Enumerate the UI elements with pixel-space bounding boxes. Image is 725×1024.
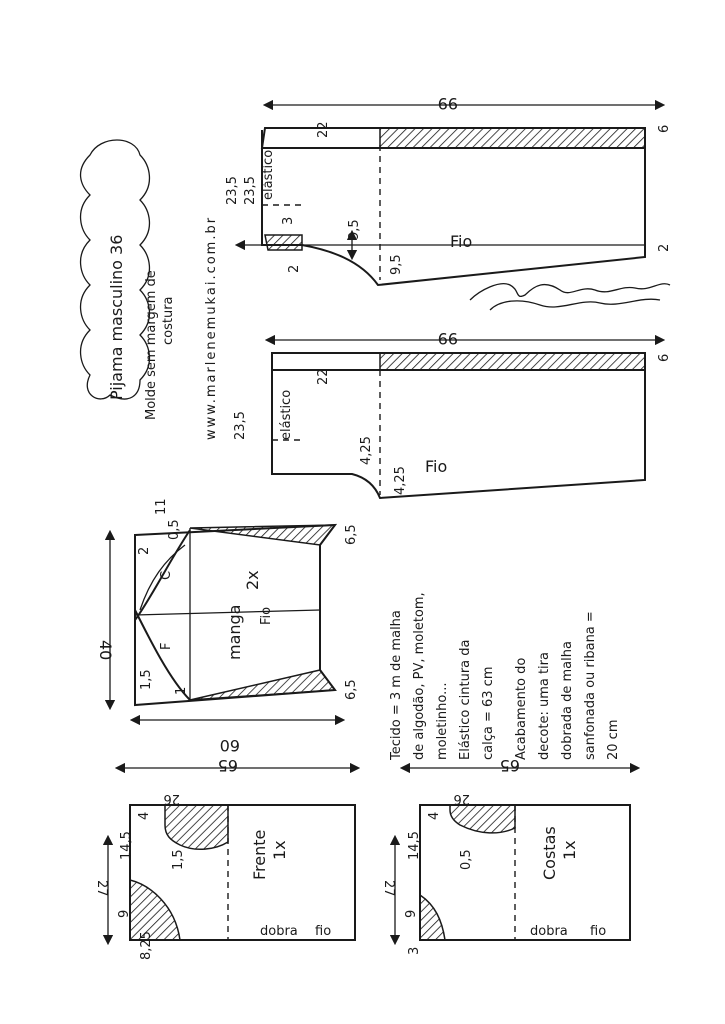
sleeve-label: manga — [225, 604, 244, 660]
sleeve-length: 60 — [219, 736, 240, 755]
pants-back-piece — [225, 94, 672, 285]
back-m4: 4 — [427, 811, 442, 820]
sleeve-fio: Fio — [259, 606, 274, 625]
pants-back-m235a: 23,5 — [225, 176, 240, 205]
note-tecido: Tecido = 3 m de malha — [389, 610, 404, 760]
sleeve-m65a: 6,5 — [344, 524, 359, 545]
title-block — [81, 140, 219, 440]
pants-front-m6: 6 — [657, 353, 672, 362]
back-piece — [381, 756, 635, 955]
front-dobra: dobra — [260, 924, 298, 939]
pants-front-m425b: 4,25 — [393, 466, 408, 495]
pants-back-m6: 6 — [657, 124, 672, 133]
pants-back-fio: Fio — [450, 232, 473, 251]
pants-back-length: 99 — [437, 94, 458, 113]
page-title: Pijama masculino 36 — [107, 234, 126, 400]
notes-block — [389, 592, 621, 761]
back-m3: 3 — [407, 946, 422, 955]
pants-back-m95a: 9,5 — [347, 219, 362, 240]
front-m145: 14,5 — [119, 831, 134, 860]
back-length: 65 — [499, 756, 520, 775]
pants-back-m22: 22 — [316, 121, 331, 138]
front-m15: 1,5 — [171, 849, 186, 870]
back-m26: 26 — [453, 791, 470, 806]
pants-front-fio: Fio — [425, 457, 448, 476]
subtitle-line2: costura — [161, 296, 176, 345]
sleeve-f: F — [159, 642, 174, 650]
pants-back-m2a: 2 — [657, 243, 672, 252]
back-label: Costas — [540, 826, 559, 880]
front-length: 65 — [217, 756, 238, 775]
front-m26: 26 — [163, 791, 180, 806]
pants-front-length: 99 — [437, 329, 458, 348]
note-elastico2: calça = 63 cm — [481, 666, 496, 760]
pants-front-elastico: elástico — [279, 389, 294, 440]
sleeve-piece — [96, 498, 359, 755]
note-acabamento: Acabamento do — [514, 657, 529, 760]
pants-front-m22: 22 — [316, 368, 331, 385]
note-tecido3: moletinho... — [435, 682, 450, 760]
sleeve-m15: 1,5 — [139, 669, 154, 690]
signature — [470, 284, 670, 310]
note-acabamento3: dobrada de malha — [560, 641, 575, 760]
pants-back-elastico: elástico — [261, 149, 276, 200]
sleeve-c: C — [159, 570, 174, 580]
pants-back-m3: 3 — [281, 216, 296, 225]
website-url: www.marlenemukai.com.br — [204, 215, 219, 440]
front-qty: 1x — [270, 840, 289, 860]
back-dobra: dobra — [530, 924, 568, 939]
front-label: Frente — [250, 829, 269, 880]
note-acabamento2: decote: uma tira — [537, 652, 552, 760]
front-fio: fio — [315, 924, 332, 939]
front-m825: 8,25 — [139, 931, 154, 960]
sleeve-m2: 2 — [137, 546, 152, 555]
pants-back-m2b: 2 — [287, 264, 302, 273]
sleeve-qty: 2x — [243, 570, 262, 590]
note-acabamento5: 20 cm — [606, 719, 621, 760]
pants-back-m95b: 9,5 — [389, 254, 404, 275]
note-tecido2: de algodão, PV, moletom, — [412, 592, 427, 760]
pants-front-piece — [233, 329, 672, 498]
back-m145: 14,5 — [407, 831, 422, 860]
front-m27: 27 — [94, 880, 109, 897]
note-elastico: Elástico cintura da — [458, 639, 473, 760]
sleeve-m11: 11 — [154, 498, 169, 515]
subtitle-line1: Molde sem margem de — [144, 270, 159, 420]
pants-back-m235b: 23,5 — [243, 176, 258, 205]
sleeve-m1: 1 — [174, 686, 189, 695]
sleeve-m05: 0,5 — [167, 519, 182, 540]
back-m27: 27 — [381, 880, 396, 897]
sleeve-width: 40 — [96, 640, 115, 661]
front-m4: 4 — [137, 811, 152, 820]
back-m05: 0,5 — [459, 849, 474, 870]
pants-front-m235: 23,5 — [233, 411, 248, 440]
back-qty: 1x — [560, 840, 579, 860]
front-m9: 9 — [117, 909, 132, 918]
note-acabamento4: sanfonada ou ribana = — [583, 611, 598, 760]
pants-front-m425: 4,25 — [359, 436, 374, 465]
back-m9: 9 — [404, 909, 419, 918]
front-piece — [94, 756, 355, 960]
sleeve-m65b: 6,5 — [344, 679, 359, 700]
back-fio: fio — [590, 924, 607, 939]
